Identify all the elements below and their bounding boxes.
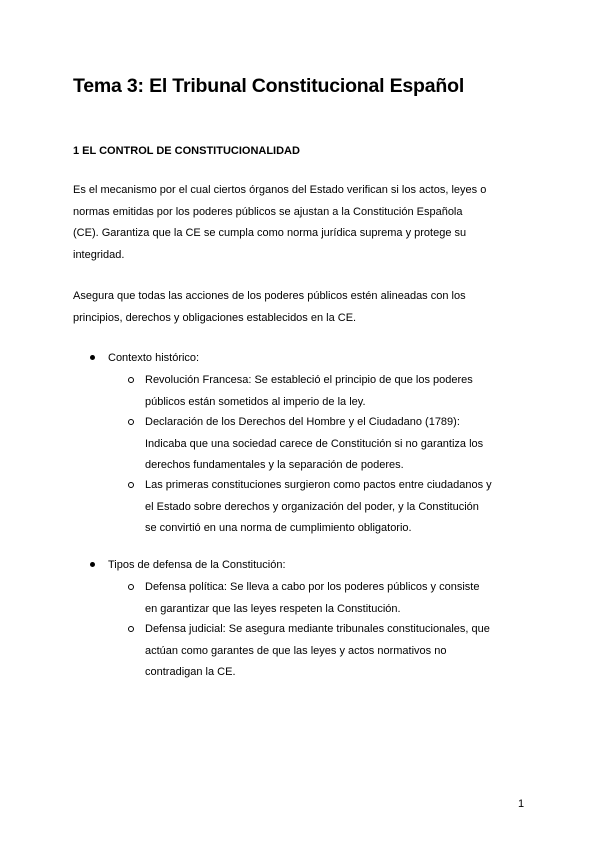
sub-bullet-text: [145, 577, 535, 620]
section-heading: 1 EL CONTROL DE CONSTITUCIONALIDAD: [73, 145, 300, 157]
sub-bullet-line: Indicaba que una sociedad carece de Constitución si no garantiza los: [145, 437, 484, 450]
paragraph-line: integridad.: [73, 248, 125, 261]
bullet-disc-icon: [90, 562, 95, 567]
sub-bullet-circle-icon: [128, 419, 134, 425]
sub-bullet-line: públicos están sometidos al imperio de la ley.: [145, 395, 366, 408]
paragraph-line: normas emitidas por los poderes públicos se ajustan a la Constitución Española: [73, 205, 463, 218]
bullet-disc-icon: [90, 355, 95, 360]
sub-bullet-line: el Estado sobre derechos y organización del poder, y la Constitución: [145, 500, 479, 513]
paragraph-definition: [73, 180, 533, 266]
sub-bullet-line: actúan como garantes de que las leyes y actos normativos no: [145, 644, 447, 657]
bullet-label: Tipos de defensa de la Constitución:: [108, 559, 286, 571]
paragraph-line: (CE). Garantiza que la CE se cumpla como norma jurídica suprema y protege su: [73, 227, 467, 239]
sub-bullet-line: Defensa política: Se lleva a cabo por los poderes públicos y consiste: [145, 581, 480, 593]
sub-bullet-line: Defensa judicial: Se asegura mediante tribunales constitucionales, que: [145, 623, 490, 635]
sub-bullet-circle-icon: [128, 626, 134, 632]
sub-bullet-line: se convirtió en una norma de cumplimiento obligatorio.: [145, 522, 412, 534]
sub-bullet-text: [145, 475, 535, 540]
bullet-label: Contexto histórico:: [108, 352, 200, 364]
sub-bullet-text: [145, 619, 535, 684]
page-title: Tema 3: El Tribunal Constitucional Español: [73, 75, 465, 97]
sub-bullet-circle-icon: [128, 584, 134, 590]
paragraph-alignment: [73, 286, 533, 329]
paragraph-line: principios, derechos y obligaciones establecidos en la CE.: [73, 311, 357, 324]
page-number: 1: [518, 798, 525, 810]
sub-bullet-circle-icon: [128, 482, 134, 488]
sub-bullet-circle-icon: [128, 377, 134, 383]
sub-bullet-line: en garantizar que las leyes respeten la Constitución.: [145, 602, 401, 615]
paragraph-line: Es el mecanismo por el cual ciertos órganos del Estado verifican si los actos, leyes o: [73, 184, 487, 196]
sub-bullet-line: Revolución Francesa: Se estableció el principio de que los poderes: [145, 374, 473, 386]
sub-bullet-text: [145, 370, 535, 413]
sub-bullet-line: Las primeras constituciones surgieron como pactos entre ciudadanos y: [145, 479, 492, 491]
sub-bullet-line: contradigan la CE.: [145, 666, 236, 678]
sub-bullet-line: Declaración de los Derechos del Hombre y el Ciudadano (1789):: [145, 416, 460, 428]
sub-bullet-line: derechos fundamentales y la separación de poderes.: [145, 459, 404, 471]
paragraph-line: Asegura que todas las acciones de los poderes públicos estén alineadas con los: [73, 290, 466, 302]
sub-bullet-text: [145, 412, 535, 477]
